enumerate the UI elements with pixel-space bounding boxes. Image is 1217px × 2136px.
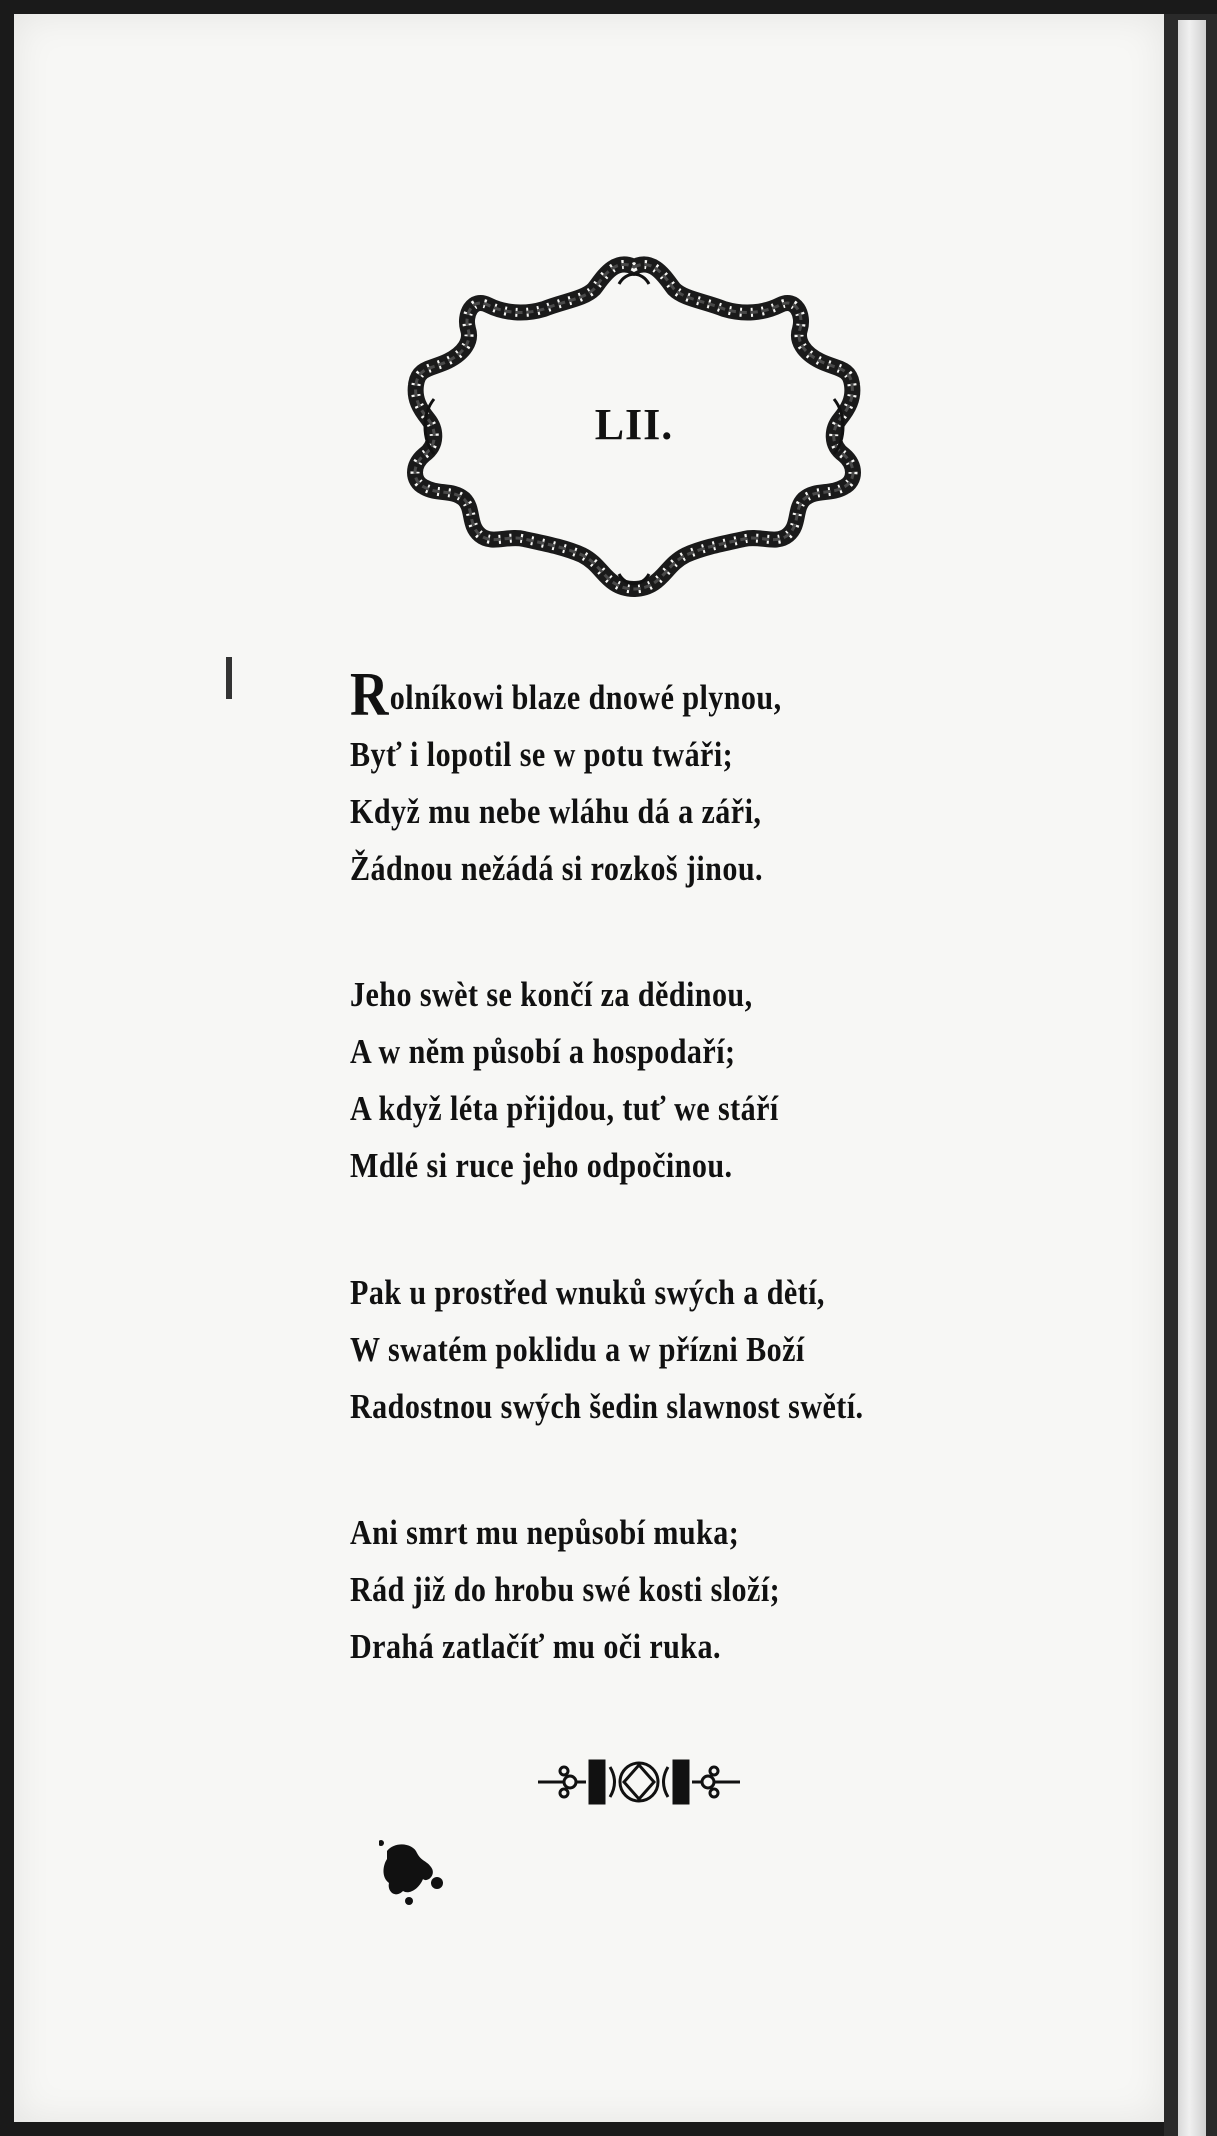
verse-line: Žádnou nežádá si rozkoš jinou. [350, 849, 763, 888]
ink-blot-icon [379, 1839, 459, 1909]
verse-line: Když mu nebe wláhu dá a záři, [350, 792, 762, 831]
verse-line: A w něm působí a hospodaří; [350, 1032, 736, 1071]
stanza-3 [350, 1264, 947, 1435]
stanza-4 [350, 1504, 850, 1675]
verse-line: W swatém poklidu a w přízni Boží [350, 1330, 805, 1369]
stanza-1 [350, 661, 852, 897]
adjacent-page-edge [1178, 20, 1206, 2136]
verse-line: Radostnou swých šedin slawnost swětí. [350, 1387, 864, 1426]
drop-cap: R [350, 661, 389, 729]
book-page [14, 14, 1164, 2122]
chapter-number: LII. [594, 400, 674, 449]
verse-line: Ani smrt mu nepůsobí muka; [350, 1513, 740, 1552]
verse-line: A když léta přijdou, tuť we stáří [350, 1089, 779, 1128]
verse-line: Jeho swèt se končí za dědinou, [350, 975, 753, 1014]
tailpiece-ornament-icon [534, 1751, 744, 1813]
verse-line: Rád již do hrobu swé kosti složí; [350, 1570, 781, 1609]
stanza-2 [350, 966, 849, 1194]
verse-line: Byť i lopotil se w potu twáři; [350, 735, 734, 774]
verse-line: Mdlé si ruce jeho odpočinou. [350, 1146, 733, 1185]
chapter-frame [404, 249, 864, 609]
verse-line: Pak u prostřed wnuků swých a dètí, [350, 1273, 825, 1312]
verse-line [350, 661, 782, 729]
verse-line: Drahá zatlačíť mu oči ruka. [350, 1627, 721, 1666]
verse-text: olníkowi blaze dnowé plynou, [389, 678, 782, 717]
margin-mark [226, 657, 232, 699]
